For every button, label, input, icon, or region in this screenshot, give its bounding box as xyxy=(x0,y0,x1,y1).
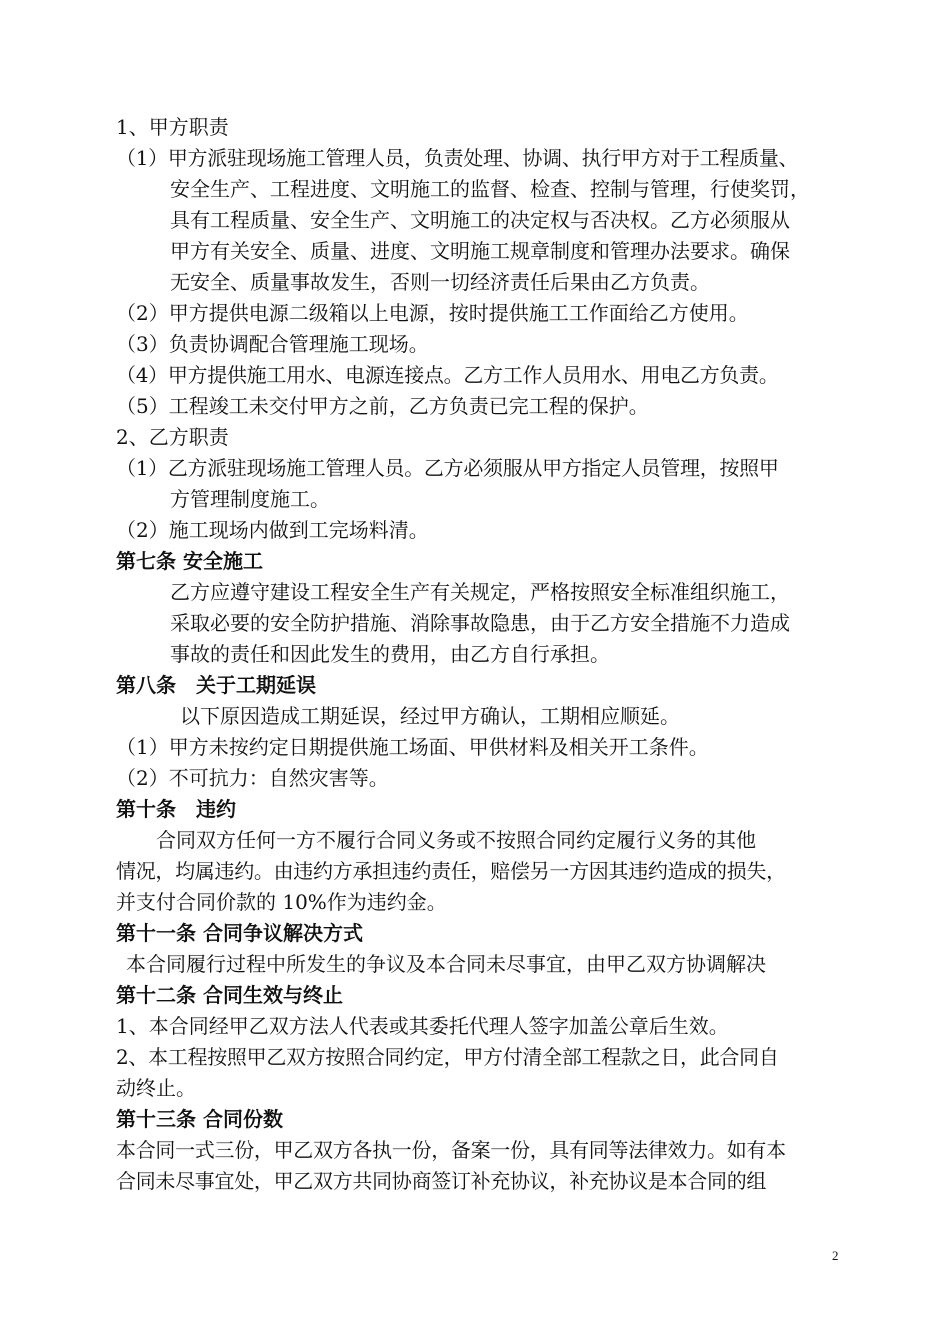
clause-line: 无安全、质量事故发生，否则一切经济责任后果由乙方负责。 xyxy=(170,270,710,294)
clause-line: （1）乙方派驻现场施工管理人员。乙方必须服从甲方指定人员管理，按照甲 xyxy=(116,456,779,480)
article-heading-delay: 第八条 关于工期延误 xyxy=(116,673,316,697)
section-heading-party-a-duties: 1、甲方职责 xyxy=(116,115,229,139)
clause-line: （2）甲方提供电源二级箱以上电源，按时提供施工工作面给乙方使用。 xyxy=(116,301,749,325)
clause-line: （3）负责协调配合管理施工现场。 xyxy=(116,332,429,356)
clause-line: （4）甲方提供施工用水、电源连接点。乙方工作人员用水、用电乙方负责。 xyxy=(116,363,779,387)
clause-line: （5）工程竣工未交付甲方之前，乙方负责已完工程的保护。 xyxy=(116,394,649,418)
clause-line: 采取必要的安全防护措施、消除事故隐患，由于乙方安全措施不力造成 xyxy=(170,611,790,635)
clause-line: 2、本工程按照甲乙双方按照合同约定，甲方付清全部工程款之日，此合同自 xyxy=(116,1045,779,1069)
clause-line: 合同未尽事宜处，甲乙双方共同协商签订补充协议，补充协议是本合同的组 xyxy=(116,1169,767,1193)
clause-line: 甲方有关安全、质量、进度、文明施工规章制度和管理办法要求。确保 xyxy=(170,239,790,263)
clause-line: 情况，均属违约。由违约方承担违约责任，赔偿另一方因其违约造成的损失， xyxy=(116,859,786,883)
clause-line: 1、本合同经甲乙双方法人代表或其委托代理人签字加盖公章后生效。 xyxy=(116,1014,729,1038)
clause-line: 本合同一式三份，甲乙双方各执一份，备案一份，具有同等法律效力。如有本 xyxy=(116,1138,786,1162)
clause-line: 乙方应遵守建设工程安全生产有关规定，严格按照安全标准组织施工， xyxy=(170,580,790,604)
article-heading-breach: 第十条 违约 xyxy=(116,797,236,821)
clause-line: （1）甲方未按约定日期提供施工场面、甲供材料及相关开工条件。 xyxy=(116,735,709,759)
clause-line: （2）不可抗力：自然灾害等。 xyxy=(116,766,389,790)
clause-line: 安全生产、工程进度、文明施工的监督、检查、控制与管理，行使奖罚， xyxy=(170,177,810,201)
clause-line: 动终止。 xyxy=(116,1076,196,1100)
section-heading-party-b-duties: 2、乙方职责 xyxy=(116,425,229,449)
clause-line: 事故的责任和因此发生的费用，由乙方自行承担。 xyxy=(170,642,610,666)
clause-line: 以下原因造成工期延误，经过甲方确认，工期相应顺延。 xyxy=(180,704,680,728)
clause-line: 合同双方任何一方不履行合同义务或不按照合同约定履行义务的其他 xyxy=(156,828,756,852)
document-body xyxy=(116,112,844,1197)
clause-line: 本合同履行过程中所发生的争议及本合同未尽事宜，由甲乙双方协调解决 xyxy=(126,952,766,976)
article-heading-dispute: 第十一条 合同争议解决方式 xyxy=(116,921,363,945)
clause-line: （2）施工现场内做到工完场料清。 xyxy=(116,518,429,542)
page-number: 2 xyxy=(832,1248,839,1263)
clause-line: （1）甲方派驻现场施工管理人员，负责处理、协调、执行甲方对于工程质量、 xyxy=(116,146,799,170)
clause-line: 方管理制度施工。 xyxy=(170,487,330,511)
article-heading-copies: 第十三条 合同份数 xyxy=(116,1107,283,1131)
clause-line: 并支付合同价款的 10%作为违约金。 xyxy=(116,890,447,914)
article-heading-safety: 第七条 安全施工 xyxy=(116,549,263,573)
clause-line: 具有工程质量、安全生产、文明施工的决定权与否决权。乙方必须服从 xyxy=(170,208,790,232)
article-heading-effect: 第十二条 合同生效与终止 xyxy=(116,983,343,1007)
